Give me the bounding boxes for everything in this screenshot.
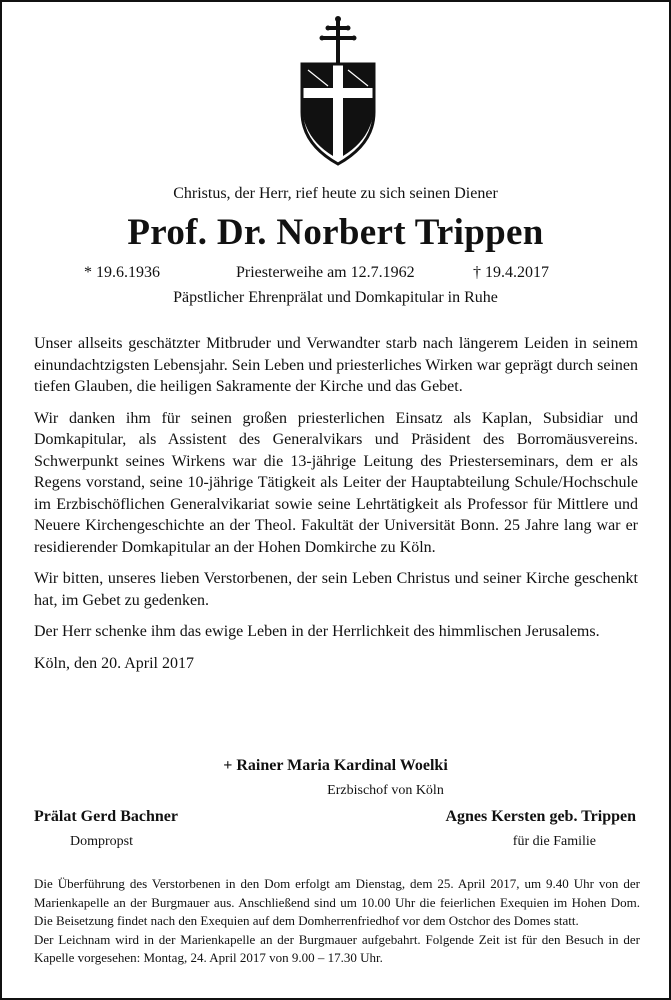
family-name: Agnes Kersten geb. Trippen (445, 808, 636, 825)
birth-date: * 19.6.1936 (84, 264, 160, 281)
provost-name: Prälat Gerd Bachner (34, 808, 178, 825)
intro-line: Christus, der Herr, rief heute zu sich seinen Diener (173, 185, 498, 202)
paragraph: Unser allseits geschätzter Mitbruder und Verwandter starb nach längerem Leiden in seinem einundachtzigsten Lebensjahr. Sein Leben und priesterliches Wirken war geprägt durch seinen tiefen Glauben, die heiligen Sakramente der Kirche und das Gebet. (34, 335, 638, 395)
obituary-text (34, 333, 638, 684)
funeral-notice (34, 875, 640, 968)
viewing-notice: Der Leichnam wird in der Marienkapelle an der Burgmauer aufgebahrt. Folgende Zeit ist für den Besuch in der Kapelle vorgesehen: Montag, 24. April 2017 von 9.00 – 17.30 Uhr. (34, 931, 640, 965)
archbishop-name: + Rainer Maria Kardinal Woelki (223, 757, 448, 774)
rank-line: Päpstlicher Ehrenprälat und Domkapitular in Ruhe (173, 289, 498, 306)
deceased-name: Prof. Dr. Norbert Trippen (127, 212, 544, 253)
transfer-notice: Die Überführung des Verstorbenen in den Dom erfolgt am Dienstag, dem 25. April 2017, um 9.40 Uhr von der Marienkapelle an der Burgmauer aus. Anschließend sind um 10.00 Uhr die feierlichen Exequien im Hohen Dom. Die Beisetzung findet nach den Exequien auf dem Domherrenfriedhof vor dem Ostchor des Domes statt. (34, 876, 640, 928)
archbishop-role: Erzbischof von Köln (327, 783, 444, 798)
death-date: † 19.4.2017 (473, 264, 549, 281)
place-date: Köln, den 20. April 2017 (34, 654, 194, 672)
paragraph: Wir danken ihm für seinen großen priesterlichen Einsatz als Kaplan, Subsidiar und Domkapitular, als Assistent des Generalvikars und Präsident des Borromäusvereins. Schwerpunkt seines Wirkens war die 13-jährige Leitung des Priesterseminars, dem er als Regens vorstand, seine 10-jährige Tätigkeit als Leiter der Hauptabteilung Schule/Hochschule im Erzbischöflichen Generalvikariat sowie seine Lehrtätigkeit als Professor für Mittlere und Neuere Kirchengeschichte an der Theol. Fakultät der Universität Bonn. 25 Jahre lang war er residierender Domkapitular an der Hohen Domkirche zu Köln. (34, 409, 638, 556)
provost-role: Dompropst (70, 834, 133, 849)
paragraph: Der Herr schenke ihm das ewige Leben in der Herrlichkeit des himmlischen Jerusalems. (34, 623, 600, 640)
archdiocese-coat-of-arms-icon (298, 16, 378, 166)
ordination-date: Priesterweihe am 12.7.1962 (236, 264, 415, 281)
family-role: für die Familie (512, 834, 596, 849)
paragraph: Wir bitten, unseres lieben Verstorbenen, der sein Leben Christus und seiner Kirche geschenkt hat, im Gebet zu gedenken. (34, 570, 638, 609)
